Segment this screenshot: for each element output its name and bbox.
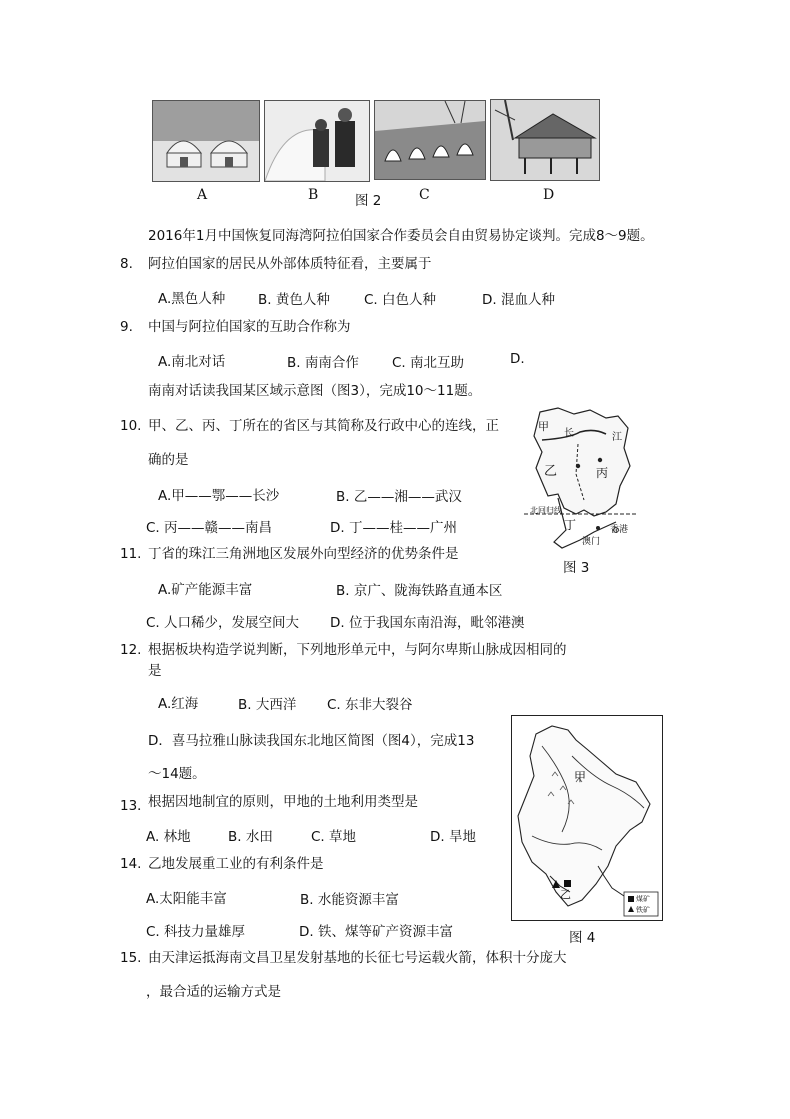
q14-number: 14. <box>120 856 142 872</box>
q11-option-d[interactable]: D. 位于我国东南沿海，毗邻港澳 <box>330 615 525 631</box>
map-figure4 <box>511 715 663 921</box>
map4-label-jia: 甲 <box>574 770 587 784</box>
map3-label-chang: 长 <box>564 428 574 439</box>
q14-option-d[interactable]: D. 铁、煤等矿产资源丰富 <box>299 924 453 940</box>
q14-option-b[interactable]: B. 水能资源丰富 <box>300 892 399 908</box>
q9-option-a[interactable]: A.南北对话 <box>158 354 226 370</box>
map3-label-yi: 乙 <box>544 464 558 479</box>
q12-option-d-line2: ～14题。 <box>148 766 206 782</box>
q8-number: 8. <box>120 256 133 272</box>
q9-option-d[interactable]: D. <box>510 351 525 367</box>
q8-option-a[interactable]: A.黑色人种 <box>158 291 226 307</box>
q12-stem-line1: 根据板块构造学说判断，下列地形单元中，与阿尔卑斯山脉成因相同的 <box>148 642 567 658</box>
q11-stem: 丁省的珠江三角洲地区发展外向型经济的优势条件是 <box>148 546 459 562</box>
photo-d-stilt-house <box>490 99 600 181</box>
map4-legend-coal: 煤矿 <box>636 895 650 903</box>
q10-stem-line1: 甲、乙、丙、丁所在的省区与其简称及行政中心的连线，正 <box>148 418 499 434</box>
q12-stem-line2: 是 <box>148 663 162 679</box>
q14-option-a[interactable]: A.太阳能丰富 <box>146 891 227 907</box>
q12-option-d-line[interactable]: D．喜马拉雅山脉读我国东北地区简图（图4），完成13 <box>148 733 475 749</box>
igloo-people-illustration <box>265 101 369 181</box>
map3-label-macao: 澳门 <box>582 537 601 547</box>
q13-number: 13． <box>120 798 151 814</box>
q11-option-c[interactable]: C. 人口稀少，发展空间大 <box>146 615 300 631</box>
q13-option-b[interactable]: B. 水田 <box>228 829 273 845</box>
q15-number: 15. <box>120 950 142 966</box>
q12-option-b[interactable]: B. 大西洋 <box>238 697 297 713</box>
yurt-illustration <box>153 101 259 181</box>
q8-option-b[interactable]: B. 黄色人种 <box>258 292 330 308</box>
q8-option-c[interactable]: C. 白色人种 <box>364 292 437 308</box>
q9-stem: 中国与阿拉伯国家的互助合作称为 <box>148 319 351 335</box>
q11-number: 11. <box>120 546 142 562</box>
map4-legend-iron: 铁矿 <box>636 906 650 914</box>
map3-label-jia: 甲 <box>538 420 549 433</box>
photo-b-igloo <box>264 100 370 182</box>
map3-label-bing: 丙 <box>596 466 609 480</box>
northeast-china-map <box>512 716 662 920</box>
q9-option-b[interactable]: B. 南南合作 <box>287 355 359 371</box>
q12-number: 12. <box>120 642 142 658</box>
q15-stem-line1: 由天津运抵海南文昌卫星发射基地的长征七号运载火箭，体积十分庞大 <box>148 950 567 966</box>
q13-option-a[interactable]: A. 林地 <box>146 829 191 845</box>
photo-c-cave-dwellings <box>374 100 486 180</box>
figure3-caption: 图 3 <box>563 560 590 576</box>
q11-option-b[interactable]: B. 京广、陇海铁路直通本区 <box>336 583 503 599</box>
map4-label-yi: 乙 <box>560 888 571 901</box>
q13-option-d[interactable]: D. 旱地 <box>430 829 476 845</box>
q13-option-c[interactable]: C. 草地 <box>311 829 357 845</box>
q9-option-c[interactable]: C. 南北互助 <box>392 355 465 371</box>
q10-option-b[interactable]: B. 乙——湘——武汉 <box>336 489 462 505</box>
figure2-caption: 图 2 <box>355 193 382 209</box>
photo-d-label: D <box>543 187 555 203</box>
intro-q10-11: 南南对话读我国某区域示意图（图3），完成10～11题。 <box>148 383 482 399</box>
map3-label-jiang: 江 <box>612 432 622 443</box>
cave-dwelling-illustration <box>375 101 485 179</box>
q11-option-a[interactable]: A.矿产能源丰富 <box>158 582 253 598</box>
map-figure3 <box>520 404 640 554</box>
photo-a-label: A <box>197 187 208 203</box>
q14-option-c[interactable]: C. 科技力量雄厚 <box>146 924 246 940</box>
q8-stem: 阿拉伯国家的居民从外部体质特征看，主要属于 <box>148 256 432 272</box>
photo-a-yurts <box>152 100 260 182</box>
photo-c-label: C <box>419 187 430 203</box>
q15-stem-line2: ，最合适的运输方式是 <box>146 984 281 1000</box>
intro-q8-9: 2016年1月中国恢复同海湾阿拉伯国家合作委员会自由贸易协定谈判。完成8～9题。 <box>148 228 654 244</box>
q9-number: 9. <box>120 319 133 335</box>
q12-option-c[interactable]: C. 东非大裂谷 <box>327 697 413 713</box>
photo-b-label: B <box>308 187 319 203</box>
figure4-caption: 图 4 <box>569 930 596 946</box>
q12-option-a[interactable]: A.红海 <box>158 696 199 712</box>
q10-option-d[interactable]: D. 丁——桂——广州 <box>330 520 457 536</box>
stilt-house-illustration <box>491 100 599 180</box>
q13-stem: 根据因地制宜的原则，甲地的土地利用类型是 <box>148 794 418 810</box>
q8-option-d[interactable]: D. 混血人种 <box>482 292 555 308</box>
q10-stem-line2: 确的是 <box>148 452 189 468</box>
map3-label-ding: 丁 <box>564 518 577 532</box>
map3-label-hk: 香港 <box>610 525 629 535</box>
q10-number: 10. <box>120 418 142 434</box>
q14-stem: 乙地发展重工业的有利条件是 <box>148 856 324 872</box>
q10-option-c[interactable]: C. 丙——赣——南昌 <box>146 520 273 536</box>
map3-label-tropic: 北回归线 <box>530 506 562 515</box>
q10-option-a[interactable]: A.甲——鄂——长沙 <box>158 488 280 504</box>
